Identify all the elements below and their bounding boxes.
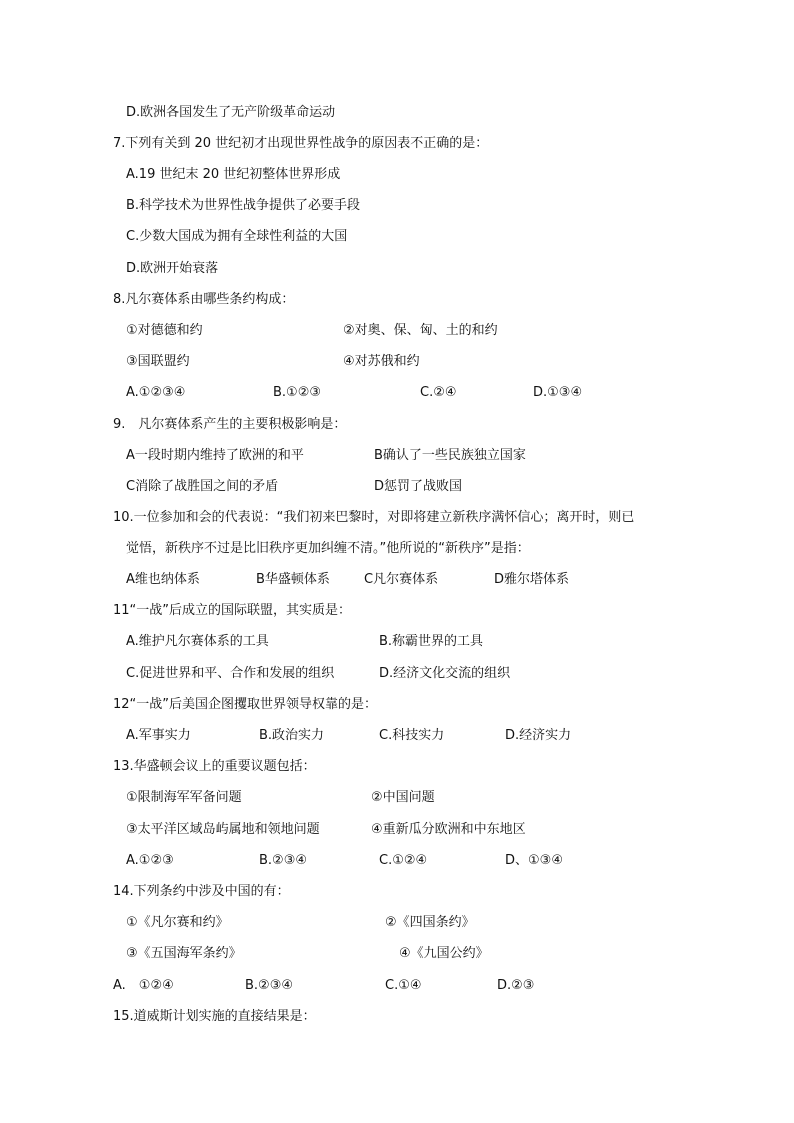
q14-option-a: A. ①②④ [113, 978, 174, 993]
q8-item-1: ①对德德和约 [126, 323, 203, 338]
q8-item-2: ②对奥、保、匈、土的和约 [343, 323, 498, 338]
q14-option-b: B.②③④ [245, 978, 294, 993]
q10-option-d: D雅尔塔体系 [494, 572, 570, 587]
q7-stem: 7.下列有关到 20 世纪初才出现世界性战争的原因表不正确的是： [113, 136, 489, 151]
q12-stem: 12“一战”后美国企图攫取世界领导权靠的是： [113, 697, 378, 712]
q13-item-3: ③太平洋区域岛屿属地和领地问题 [126, 822, 320, 837]
q13-item-2: ②中国问题 [371, 790, 435, 805]
q7-option-d: D.欧洲开始衰落 [126, 261, 219, 276]
q13-option-b: B.②③④ [259, 853, 308, 868]
q9-option-d: D惩罚了战败国 [374, 479, 463, 494]
q14-item-2: ②《四国条约》 [385, 915, 475, 930]
q12-option-b: B.政治实力 [259, 728, 325, 743]
q11-option-c: C.促进世界和平、合作和发展的组织 [126, 666, 335, 681]
q14-item-4: ④《九国公约》 [399, 946, 489, 961]
q10-option-b: B华盛顿体系 [256, 572, 330, 587]
q9-option-a: A一段时期内维持了欧洲的和平 [126, 448, 304, 463]
q12-option-c: C.科技实力 [379, 728, 445, 743]
q13-item-4: ④重新瓜分欧洲和中东地区 [371, 822, 526, 837]
q8-item-4: ④对苏俄和约 [343, 354, 420, 369]
q7-option-a: A.19 世纪末 20 世纪初整体世界形成 [126, 167, 341, 182]
q8-item-3: ③国联盟约 [126, 354, 190, 369]
q8-option-b: B.①②③ [273, 385, 322, 400]
q10-option-c: C凡尔赛体系 [364, 572, 439, 587]
q13-option-d: D、①③④ [505, 853, 563, 868]
q13-option-c: C.①②④ [379, 853, 428, 868]
q14-item-1: ①《凡尔赛和约》 [126, 915, 229, 930]
q10-stem-line2: 觉悟，新秩序不过是比旧秩序更加纠缠不清。”他所说的“新秩序”是指： [126, 541, 530, 556]
q8-option-d: D.①③④ [533, 385, 583, 400]
q14-item-3: ③《五国海军条约》 [126, 946, 242, 961]
q8-option-c: C.②④ [420, 385, 457, 400]
q11-option-a: A.维护凡尔赛体系的工具 [126, 634, 269, 649]
q7-option-c: C.少数大国成为拥有全球性利益的大国 [126, 229, 348, 244]
q6-option-d: D.欧洲各国发生了无产阶级革命运动 [126, 105, 336, 120]
q8-stem: 8.凡尔赛体系由哪些条约构成： [113, 292, 295, 307]
q11-stem: 11“一战”后成立的国际联盟，其实质是： [113, 603, 352, 618]
q9-option-b: B确认了一些民族独立国家 [374, 448, 526, 463]
q10-stem-line1: 10.一位参加和会的代表说：“我们初来巴黎时，对即将建立新秩序满怀信心；离开时，则已 [113, 510, 635, 525]
q13-item-1: ①限制海军军备问题 [126, 790, 242, 805]
q14-stem: 14.下列条约中涉及中国的有： [113, 884, 290, 899]
q10-option-a: A维也纳体系 [126, 572, 200, 587]
q14-option-d: D.②③ [497, 978, 535, 993]
q12-option-a: A.军事实力 [126, 728, 191, 743]
q13-option-a: A.①②③ [126, 853, 174, 868]
q15-stem: 15.道威斯计划实施的直接结果是： [113, 1009, 316, 1024]
q8-option-a: A.①②③④ [126, 385, 186, 400]
q11-option-d: D.经济文化交流的组织 [379, 666, 511, 681]
q14-option-c: C.①④ [385, 978, 422, 993]
q7-option-b: B.科学技术为世界性战争提供了必要手段 [126, 198, 361, 213]
q9-option-c: C消除了战胜国之间的矛盾 [126, 479, 279, 494]
q9-stem: 9. 凡尔赛体系产生的主要积极影响是： [113, 417, 347, 432]
q13-stem: 13.华盛顿会议上的重要议题包括： [113, 759, 316, 774]
q11-option-b: B.称霸世界的工具 [379, 634, 484, 649]
q12-option-d: D.经济实力 [505, 728, 572, 743]
